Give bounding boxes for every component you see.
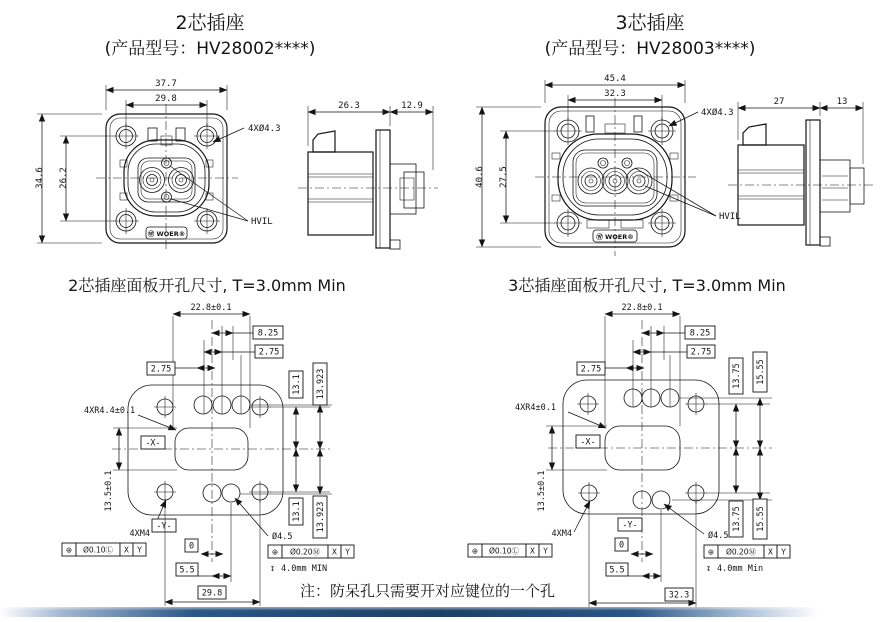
dim-cutout2-key-row-bottom: 13.923 (316, 501, 326, 533)
socket3-logo-text: Ⓦ WOER® (596, 233, 634, 241)
dim-cutout2-key-pitch-left: 2.75 (150, 364, 172, 375)
datum-cutout3-y: -Y- (622, 520, 638, 531)
socket2-side-view (298, 101, 438, 249)
svg-text:⊕: ⊕ (471, 546, 479, 556)
dim-cutout3-key-span: 8.25 (689, 328, 711, 339)
cutout2-section-title: 2芯插座面板开孔尺寸, T=3.0mm Min (68, 276, 346, 295)
svg-text:Ø0.10Ⓛ: Ø0.10Ⓛ (82, 545, 114, 555)
dim-cutout3-hole-span: 32.3 (668, 590, 690, 601)
dim-socket2-width-outer: 37.7 (155, 79, 177, 89)
dim-cutout2-key-row-top: 13.923 (316, 368, 326, 400)
dim-cutout3-key-row-bottom: 15.55 (756, 506, 766, 532)
cutout2-fcf-hole (268, 545, 354, 558)
label-cutout2-radius: 4XR4.4±0.1 (84, 406, 136, 416)
dim-cutout3-zero: 0 (618, 540, 625, 551)
svg-text:⊕: ⊕ (707, 547, 715, 557)
label-cutout2-hole-dia: Ø4.5 (272, 532, 293, 542)
svg-text:Ø0.10Ⓛ: Ø0.10Ⓛ (488, 546, 520, 556)
socket2-views (0, 0, 440, 272)
svg-text:X: X (331, 547, 338, 557)
dim-socket3-protrusion: 13 (836, 97, 848, 107)
socket3-title: 3芯插座 (615, 12, 685, 34)
socket3-subtitle: (产品型号：HV28003****) (544, 39, 756, 59)
cutout2-dims (62, 303, 354, 606)
dim-cutout2-slot-width: 22.8±0.1 (190, 303, 232, 313)
keying-note: 注：防呆孔只需要开对应键位的一个孔 (300, 582, 556, 600)
datum-cutout3-x: -X- (580, 437, 596, 448)
svg-text:Y: Y (137, 545, 142, 555)
dim-cutout2-hole-row-top: 13.1 (292, 374, 302, 395)
cutout3-section-title: 3芯插座面板开孔尺寸, T=3.0mm Min (508, 276, 786, 295)
socket2-logo-text: Ⓦ WOER® (147, 230, 186, 238)
datum-cutout2-x: -X- (145, 438, 161, 449)
dim-socket2-protrusion: 12.9 (401, 101, 423, 111)
svg-text:Y: Y (345, 547, 350, 557)
socket3-front-view (475, 74, 741, 256)
svg-text:X: X (529, 546, 536, 556)
dim-socket3-width-outer: 45.4 (604, 74, 626, 84)
dim-socket2-depth: 26.3 (338, 101, 360, 111)
socket3-views (440, 0, 880, 272)
dim-cutout3-slot-width: 22.8±0.1 (621, 303, 663, 313)
dim-cutout3-key-pitch-left: 2.75 (580, 364, 602, 375)
dim-cutout3-hole-row-top: 13.75 (732, 363, 742, 389)
svg-text:X: X (767, 547, 774, 557)
socket2-logo-plate (146, 227, 187, 239)
dim-cutout2-key-pitch-right: 2.75 (258, 347, 280, 358)
label-socket3-mount-holes: 4XØ4.3 (701, 108, 734, 118)
dim-socket2-width-holes: 29.8 (155, 94, 177, 104)
dim-cutout2-hole-row-bottom: 13.1 (292, 501, 302, 522)
socket2-connector-face (120, 128, 213, 216)
socket3-logo-plate (593, 230, 637, 242)
dim-cutout3-slot-height: 13.5±0.1 (537, 470, 547, 512)
dim-cutout2-pair-pitch: 5.5 (179, 565, 195, 576)
svg-text:⊕: ⊕ (271, 547, 279, 557)
label-socket2-mount-holes: 4XØ4.3 (248, 124, 281, 134)
socket2-subtitle: (产品型号：HV28002****) (104, 39, 316, 59)
socket3-cutout-view (440, 300, 880, 612)
label-cutout2-thread: 4XM4 (129, 529, 150, 539)
svg-text:Ø0.20Ⓜ: Ø0.20Ⓜ (289, 547, 321, 557)
label-socket3-hvil: HVIL (719, 212, 741, 222)
svg-text:⊕: ⊕ (65, 545, 73, 555)
depth-symbol-cutout3: ↧ (706, 564, 712, 574)
dim-socket3-height-holes: 27.5 (499, 166, 509, 188)
dim-cutout3-pair-pitch: 5.5 (609, 565, 625, 576)
dim-cutout2-slot-height: 13.5±0.1 (104, 470, 114, 512)
socket2-side-dims (308, 101, 433, 170)
label-cutout3-thread: 4XM4 (551, 529, 572, 539)
depth-note-cutout2: 4.0mm MIN (281, 564, 328, 574)
dim-cutout3-key-row-top: 15.55 (756, 359, 766, 385)
socket3-side-dims (738, 97, 863, 164)
depth-symbol-cutout2: ↧ (270, 564, 276, 574)
dim-cutout3-key-pitch-right: 2.75 (690, 347, 712, 358)
svg-text:Y: Y (781, 547, 786, 557)
socket3-front-dims (475, 74, 741, 247)
depth-note-cutout3: 4.0mm Min (717, 564, 764, 574)
cutout2-fcf-thread (62, 543, 146, 556)
datum-cutout2-y: -Y- (156, 521, 172, 532)
svg-text:X: X (123, 545, 130, 555)
socket2-cutout-view (0, 300, 440, 612)
dim-socket3-depth: 27 (773, 97, 785, 107)
dim-cutout2-hole-span: 29.8 (201, 588, 223, 599)
svg-text:Y: Y (543, 546, 548, 556)
label-cutout3-hole-dia: Ø4.5 (708, 531, 729, 541)
dim-cutout2-key-span: 8.25 (257, 328, 279, 339)
dim-socket2-height-holes: 26.2 (59, 167, 69, 189)
label-cutout3-radius: 4XR4±0.1 (515, 403, 556, 413)
dim-cutout3-hole-row-bottom: 13.75 (732, 506, 742, 532)
cutout3-fcf-thread (468, 544, 552, 557)
socket2-front-view (35, 79, 281, 252)
socket2-title: 2芯插座 (175, 12, 245, 34)
footer-divider-bar (0, 607, 880, 617)
dim-socket2-height-outer: 34.6 (35, 167, 45, 189)
cutout3-dims (468, 303, 790, 607)
cutout2-holes (154, 396, 271, 503)
label-socket2-hvil: HVIL (251, 217, 273, 227)
socket3-side-view (728, 97, 874, 246)
svg-text:Ø0.20Ⓜ: Ø0.20Ⓜ (725, 547, 757, 557)
dim-cutout2-zero: 0 (188, 541, 195, 552)
dim-socket3-height-outer: 40.6 (475, 166, 485, 188)
cutout3-fcf-hole (704, 545, 790, 558)
dim-socket3-width-holes: 32.3 (604, 89, 626, 99)
